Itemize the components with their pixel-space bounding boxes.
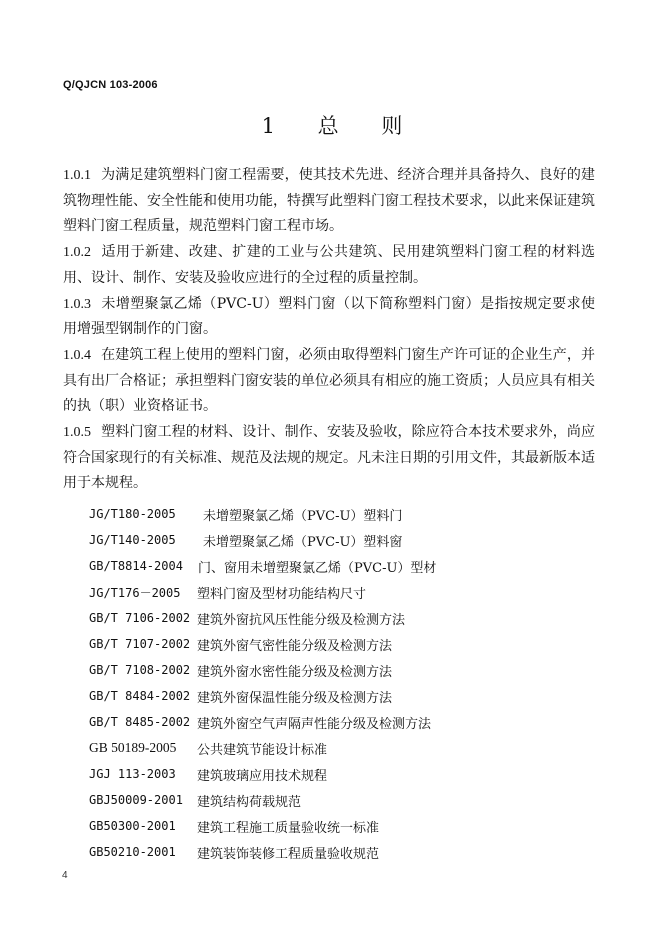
reference-code: GB/T 7106-2002 (89, 611, 191, 625)
reference-item (89, 579, 609, 605)
reference-name: 建筑外窗保温性能分级及检测方法 (197, 690, 393, 706)
reference-item (89, 657, 609, 683)
clause-number: 1.0.4 (63, 347, 91, 363)
clause-text: 适用于新建、改建、扩建的工业与公共建筑、民用建筑塑料门窗工程的材料选用、设计、制作、安装及验收应进行的全过程的质量控制。 (63, 244, 595, 286)
reference-name: 建筑玻璃应用技术规程 (197, 768, 328, 784)
clauses (63, 163, 595, 497)
reference-code: GBJ50009-2001 (89, 793, 183, 807)
clause-text: 为满足建筑塑料门窗工程需要，使其技术先进、经济合理并具备持久、良好的建筑物理性能、安全性能和使用功能，特撰写此塑料门窗工程技术要求，以此来保证建筑塑料门窗工程质量，规范塑料门窗工程市场。 (63, 167, 595, 235)
reference-code: GB/T 7107-2002 (89, 637, 191, 651)
clause-1-0-2 (63, 240, 595, 291)
reference-item (89, 605, 609, 631)
clause-1-0-5 (63, 420, 595, 497)
reference-name: 建筑外窗气密性能分级及检测方法 (197, 638, 393, 654)
reference-name: 未增塑聚氯乙烯（PVC-U）塑料门 (203, 508, 403, 524)
clause-1-0-1 (63, 163, 595, 240)
reference-code: GB50210-2001 (89, 845, 176, 859)
reference-name: 建筑外窗空气声隔声性能分级及检测方法 (197, 716, 432, 732)
clause-text: 在建筑工程上使用的塑料门窗，必须由取得塑料门窗生产许可证的企业生产，并具有出厂合格证；承担塑料门窗安装的单位必须具有相应的施工资质；人员应具有相关的执（职）业资格证书。 (63, 346, 595, 415)
reference-code: JGJ 113-2003 (89, 767, 176, 781)
reference-name: 建筑结构荷载规范 (197, 794, 302, 810)
clause-number: 1.0.3 (63, 296, 91, 312)
clause-1-0-4 (63, 343, 595, 420)
reference-code: JG/T176－2005 (89, 585, 181, 600)
reference-item (89, 761, 609, 787)
document-code: Q/QJCN 103-2006 (63, 79, 158, 91)
reference-item (89, 735, 609, 761)
clause-1-0-3 (63, 292, 595, 343)
clause-number: 1.0.5 (63, 425, 91, 441)
reference-name: 建筑外窗水密性能分级及检测方法 (197, 664, 393, 680)
reference-item (89, 709, 609, 735)
reference-code: GB/T 7108-2002 (89, 663, 191, 677)
clause-number: 1.0.1 (63, 168, 91, 183)
reference-item (89, 813, 609, 839)
reference-item (89, 527, 609, 553)
reference-code: GB/T 8484-2002 (89, 689, 191, 703)
reference-name: 建筑工程施工质量验收统一标准 (197, 820, 380, 836)
reference-name: 未增塑聚氯乙烯（PVC-U）塑料窗 (203, 534, 403, 550)
reference-code: GB/T8814-2004 (89, 559, 183, 573)
clause-number: 1.0.2 (63, 245, 91, 261)
reference-item (89, 839, 609, 865)
clause-text: 塑料门窗工程的材料、设计、制作、安装及验收，除应符合本技术要求外，尚应符合国家现行的有关标准、规范及法规的规定。凡未注日期的引用文件，其最新版本适用于本规程。 (63, 424, 595, 492)
reference-code: JG/T180-2005 (89, 507, 176, 521)
reference-list (89, 501, 609, 865)
reference-name: 建筑装饰装修工程质量验收规范 (197, 846, 380, 862)
reference-code: GB 50189-2005 (89, 740, 177, 755)
reference-code: GB/T 8485-2002 (89, 715, 191, 729)
page-number: 4 (62, 870, 68, 881)
reference-item (89, 787, 609, 813)
reference-item (89, 683, 609, 709)
reference-item (89, 501, 609, 527)
reference-code: GB50300-2001 (89, 819, 176, 833)
reference-name: 塑料门窗及型材功能结构尺寸 (197, 586, 367, 602)
reference-code: JG/T140-2005 (89, 533, 176, 547)
section-title: 1 总 则 (261, 114, 421, 138)
reference-name: 公共建筑节能设计标准 (197, 742, 328, 758)
reference-name: 门、窗用未增塑聚氯乙烯（PVC-U）型材 (198, 560, 437, 576)
reference-item (89, 553, 609, 579)
reference-item (89, 631, 609, 657)
clause-text: 未增塑聚氯乙烯（PVC-U）塑料门窗（以下简称塑料门窗）是指按规定要求使用增强型钢制作的门窗。 (63, 295, 595, 338)
reference-name: 建筑外窗抗风压性能分级及检测方法 (197, 612, 406, 628)
